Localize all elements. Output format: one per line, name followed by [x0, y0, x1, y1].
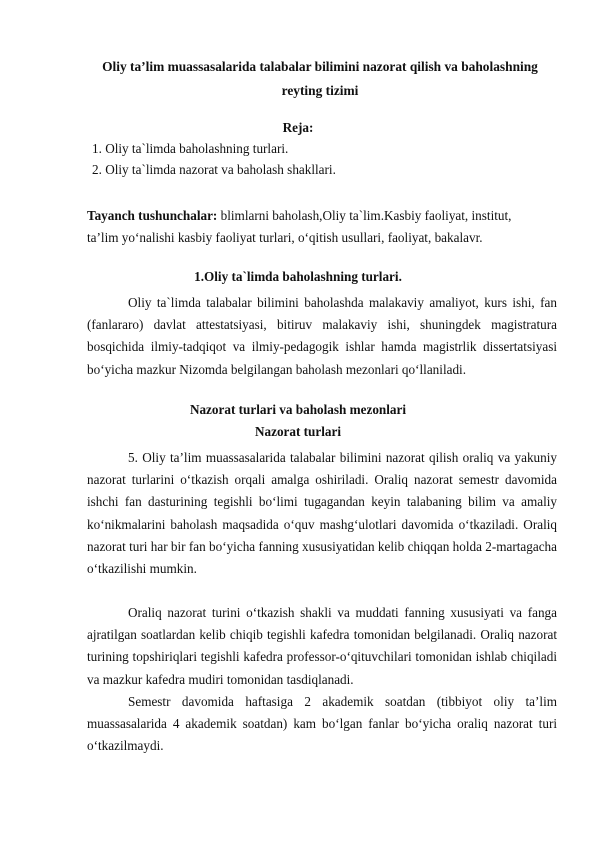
key-concepts [87, 205, 532, 249]
paragraph-1: Oliy ta`limda talabalar bilimini baholashda malakaviy amaliyot, kurs ishi, fan (fanlararo) davlat attestatsiyasi, bitiruv malakaviy ishi, shuningdek magistratura bosqichida ilmiy-tadqiqot va ilmiy-pedagogik ishlar hamda magistrlik dissertatsiyasi bo‘yicha mazkur Nizomda belgilangan baholash mezonlari qo‘llaniladi. [87, 295, 557, 377]
section-heading: 1.Oliy ta`limda baholashning turlari. [194, 269, 402, 284]
key-concepts-text: blimlarni baholash,Oliy ta`lim.Kasbiy faoliyat, institut, ta’lim yo‘nalishi kasbiy faoliyat turlari, o‘qitish usullari, faoliyat, bakalavr. [87, 208, 512, 246]
paragraph-2: 5. Oliy ta’lim muassasalarida talabalar bilimini nazorat qilish oraliq va yakuniy nazorat turlarini o‘tkazish orqali amalga oshiriladi. Oraliq nazorat semestr davomida ishchi fan dasturining tegishli bo‘limi tugagandan keyin talabaning bilim va amaliy ko‘nikmalarini baholash maqsadida o‘quv mashg‘ulotlari davomida o‘tkaziladi. Oraliq nazorat turi har bir fan bo‘yicha fanning xususiyatidan kelib chiqqan holda 2-martagacha o‘tkazilishi mumkin. [87, 450, 557, 577]
plan-item-1: 1. Oliy ta`limda baholashning turlari. [92, 141, 289, 156]
subheading-criteria: Nazorat turlari va baholash mezonlari [189, 402, 407, 417]
plan-heading: Reja: [282, 120, 314, 135]
plan-item-2: 2. Oliy ta`limda nazorat va baholash shakllari. [92, 162, 336, 177]
paragraph-3: Oraliq nazorat turini o‘tkazish shakli va muddati fanning xususiyati va fanga ajratilgan soatlardan kelib chiqib tegishli kafedra tomonidan belgilanadi. Oraliq nazorat turining topshiriqlari tegishli kafedra professor-o‘qituvchilari tomonidan ishlab chiqiladi va mazkur kafedra mudiri tomonidan tasdiqlanadi. [87, 605, 557, 687]
subheading-control-types: Nazorat turlari [254, 424, 342, 439]
key-concepts-label: Tayanch tushunchalar: [87, 208, 218, 223]
document-title [70, 55, 570, 103]
title-line-2: reyting tizimi [281, 83, 359, 98]
title-line-1: Oliy ta’lim muassasalarida talabalar bilimini nazorat qilish va baholashning [102, 59, 538, 74]
paragraph-4: Semestr davomida haftasiga 2 akademik soatdan (tibbiyot oliy ta’lim muassasalarida 4 akademik soatdan) kam bo‘lgan fanlar bo‘yicha oraliq nazorat turi o‘tkazilmaydi. [87, 694, 557, 754]
